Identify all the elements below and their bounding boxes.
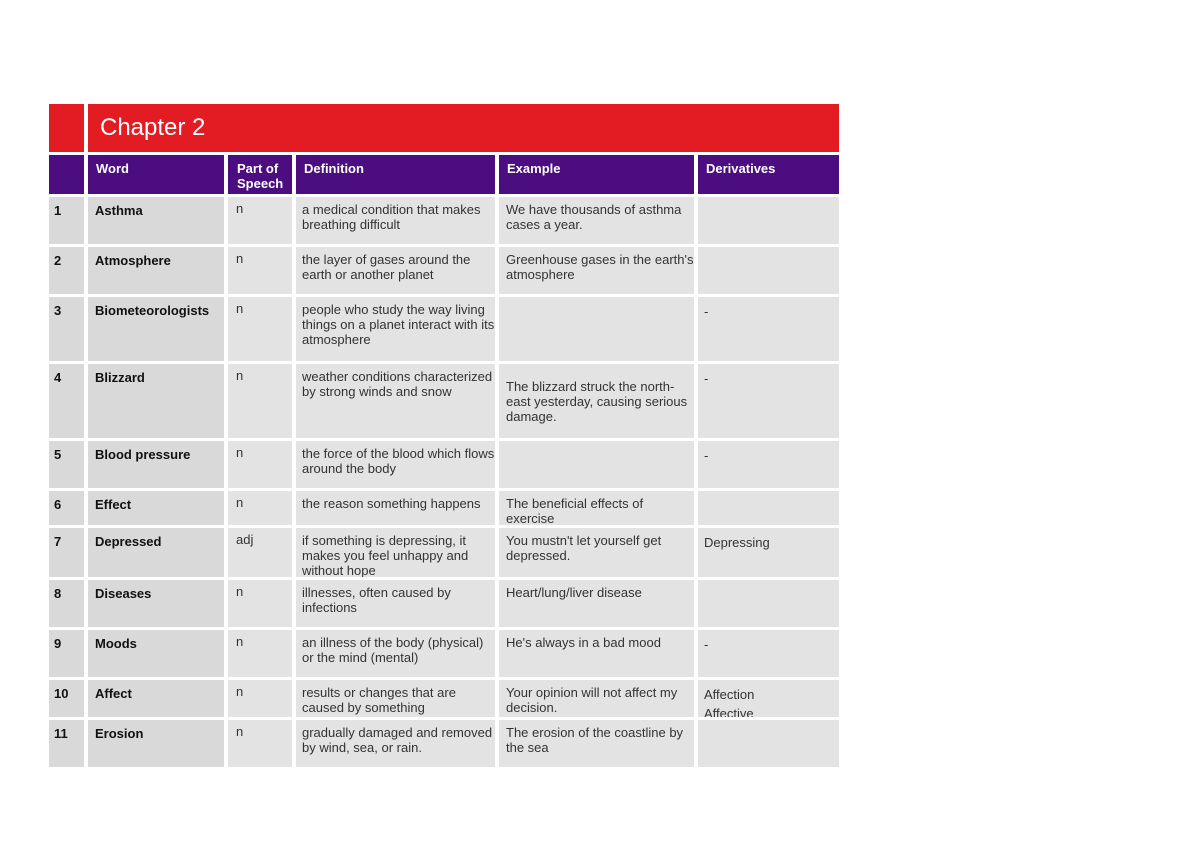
vocab-word: Asthma — [88, 197, 224, 244]
derivatives — [698, 680, 839, 717]
part-of-speech: n — [228, 364, 292, 438]
part-of-speech: n — [228, 630, 292, 677]
derivatives — [698, 720, 839, 767]
example — [499, 580, 694, 627]
example — [499, 720, 694, 767]
header-derivatives: Derivatives — [698, 155, 839, 194]
definition: the layer of gases around the earth or another planet — [296, 247, 495, 294]
row-number: 3 — [49, 297, 84, 361]
derivatives — [698, 580, 839, 627]
part-of-speech: n — [228, 441, 292, 488]
example — [499, 630, 694, 677]
definition: an illness of the body (physical) or the mind (mental) — [296, 630, 495, 677]
derivative-item: - — [704, 637, 709, 652]
derivative-item: - — [704, 371, 709, 386]
row-number: 7 — [49, 528, 84, 577]
definition: people who study the way living things on a planet interact with its atmosphere — [296, 297, 495, 361]
derivative-item: Depressing — [704, 535, 770, 550]
header-word: Word — [88, 155, 224, 194]
header-definition: Definition — [296, 155, 495, 194]
vocab-word: Effect — [88, 491, 224, 525]
vocab-word: Atmosphere — [88, 247, 224, 294]
example — [499, 441, 694, 488]
example-text: We have thousands of asthma cases a year. — [506, 202, 682, 232]
derivative-item: - — [704, 304, 709, 319]
row-number: 10 — [49, 680, 84, 717]
example-text: Greenhouse gases in the earth's atmosphere — [506, 252, 694, 282]
row-number: 8 — [49, 580, 84, 627]
vocab-word: Erosion — [88, 720, 224, 767]
row-number: 4 — [49, 364, 84, 438]
part-of-speech: n — [228, 297, 292, 361]
vocabulary-table — [49, 104, 839, 770]
definition: if something is depressing, it makes you feel unhappy and without hope — [296, 528, 495, 577]
row-number: 1 — [49, 197, 84, 244]
row-number: 6 — [49, 491, 84, 525]
part-of-speech: adj — [228, 528, 292, 577]
example — [499, 247, 694, 294]
example — [499, 491, 694, 525]
derivative-item: - — [704, 448, 709, 463]
example-text: The blizzard struck the north-east yesterday, causing serious damage. — [506, 378, 688, 424]
derivatives — [698, 528, 839, 577]
vocab-word: Blizzard — [88, 364, 224, 438]
example — [499, 197, 694, 244]
row-number: 11 — [49, 720, 84, 767]
part-of-speech: n — [228, 197, 292, 244]
derivatives — [698, 491, 839, 525]
example — [499, 364, 694, 438]
example-text: Your opinion will not affect my decision. — [506, 685, 678, 715]
example — [499, 297, 694, 361]
example-text: You mustn't let yourself get depressed. — [506, 533, 662, 563]
example-text: He's always in a bad mood — [506, 635, 661, 650]
definition: results or changes that are caused by something — [296, 680, 495, 717]
row-number: 2 — [49, 247, 84, 294]
vocab-word: Diseases — [88, 580, 224, 627]
header-part-of-speech: Part of Speech — [228, 155, 292, 194]
header-number — [49, 155, 84, 194]
example — [499, 680, 694, 717]
chapter-title: Chapter 2 — [88, 104, 839, 152]
part-of-speech: n — [228, 491, 292, 525]
vocab-word: Depressed — [88, 528, 224, 577]
definition: weather conditions characterized by strong winds and snow — [296, 364, 495, 438]
derivatives — [698, 630, 839, 677]
derivatives — [698, 364, 839, 438]
derivatives — [698, 441, 839, 488]
derivatives — [698, 247, 839, 294]
part-of-speech: n — [228, 247, 292, 294]
vocab-word: Blood pressure — [88, 441, 224, 488]
example — [499, 528, 694, 577]
example-text: The erosion of the coastline by the sea — [506, 725, 684, 755]
part-of-speech: n — [228, 580, 292, 627]
row-number: 5 — [49, 441, 84, 488]
vocab-word: Biometeorologists — [88, 297, 224, 361]
derivative-item: Affective — [704, 706, 754, 717]
derivative-item: Affection — [704, 687, 755, 702]
definition: illnesses, often caused by infections — [296, 580, 495, 627]
derivatives — [698, 297, 839, 361]
example-text: Heart/lung/liver disease — [506, 585, 642, 600]
vocab-word: Moods — [88, 630, 224, 677]
definition: gradually damaged and removed by wind, sea, or rain. — [296, 720, 495, 767]
definition: a medical condition that makes breathing difficult — [296, 197, 495, 244]
part-of-speech: n — [228, 720, 292, 767]
row-number: 9 — [49, 630, 84, 677]
derivatives — [698, 197, 839, 244]
title-bar-left-block — [49, 104, 84, 152]
header-example: Example — [499, 155, 694, 194]
definition: the reason something happens — [296, 491, 495, 525]
part-of-speech: n — [228, 680, 292, 717]
vocab-word: Affect — [88, 680, 224, 717]
example-text: The beneficial effects of exercise — [506, 496, 644, 525]
definition: the force of the blood which flows around the body — [296, 441, 495, 488]
